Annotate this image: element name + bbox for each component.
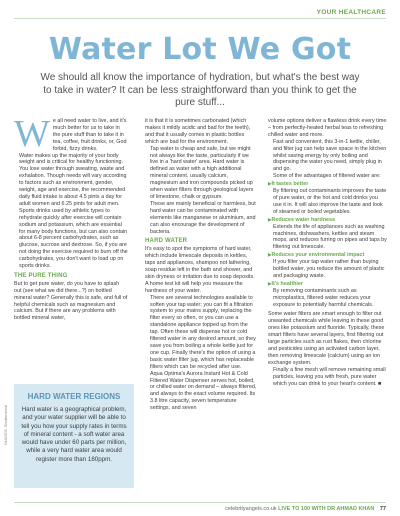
drop-cap: W xyxy=(14,113,50,155)
standfirst: We should all know the importance of hydration, but what's the best way to take in water? It can be less straightforward than you think to get the pure stuff... xyxy=(40,72,360,108)
paragraph: But to get pure water, do you have to splash out (see what we did there...?) on bottled mineral water? Generally this is safe, and full of helpful chemicals such as magnesium and calcium. But if there are any problems with bottled mineral water, xyxy=(14,280,128,322)
paragraph: volume options deliver a flawless drink every time – from perfectly-heated herbal teas to refreshing chilled water and more. xyxy=(268,118,387,138)
paragraph: Fast and convenient, this 3-in-1 kettle, chiller, and filter jug can help save space in the kitchen whilst saving energy by only boiling and dispensing the water you need, simply plug in and go. xyxy=(273,138,387,173)
paragraph: These are mainly beneficial or harmless, but hard water can be contaminated with elements like manganese or aluminium, and can also encourage the development of bacteria. xyxy=(150,200,256,235)
top-divider xyxy=(14,18,386,19)
bottom-divider xyxy=(14,502,386,503)
box-text: Hard water is a geographical problem, and your water supplier will be able to tell you how your supply rates in terms of mineral content - a soft water area would have under 60 parts per million, while a very hard water area would register more than 180ppm. xyxy=(21,406,127,463)
column-2 xyxy=(145,118,257,412)
headline: Water Lot We Got xyxy=(48,32,352,67)
paragraph: It's easy to spot the symptoms of hard water, which include limescale deposits in kettles, taps and appliances, shampoo not lathering, soap residue left in the bath and shower, and skin dryness or irritation due to soap deposits. A home test kit will help you measure the hardness of your water. xyxy=(145,246,255,294)
footer-live: LIVE TO 100 WITH DR AHMAD KHAN xyxy=(278,506,375,512)
paragraph: There are several technologies available to soften your tap water; you can fit a filtration system to your mains supply, replacing the filter every so often, or you can use a standalone appliance topped up from the tap. Often these will dispense hot or cold filtered water in any desired amount, so they save you from boiling a whole kettle just for one cup. Finally there's the option of using a basic water filter jug, which has replaceable filters which can be recycled after use. xyxy=(150,294,256,370)
footer xyxy=(225,506,386,512)
paragraph: Aqua Optima's Aurora Instant Hot & Cold Filtered Water Dispenser serves hot, boiled, or chilled water on demand – always filtered, and always to the exact volume required. Its 3.8 litre capacity, seven temperature settings, and seven xyxy=(150,370,257,412)
footer-site: celebrityangels.co.uk xyxy=(225,506,277,512)
column-3 xyxy=(268,118,388,387)
bullet-text: By filtering out contaminants improves the taste of pure water, or the hot and cold drinks you use it in. It will also improve the taste and look of steamed or boiled vegetables. xyxy=(273,188,387,215)
box-title: HARD WATER REGIONS xyxy=(27,392,121,401)
paragraph: Some of the advantages of filtered water are: xyxy=(273,173,381,180)
bullet-heading-healthier: ▶ It's healthier xyxy=(268,281,388,288)
subheading-pure-thing: THE PURE THING xyxy=(14,272,68,279)
image-credit: IMAGES: Shutterstock xyxy=(3,404,8,445)
page-number: 77 xyxy=(379,506,386,512)
bullet-text: If you filter your tap water rather than buying bottled water, you reduce the amount of plastic and packaging waste. xyxy=(273,259,385,279)
bullet-heading-taste: ▶ It tastes better xyxy=(268,181,388,188)
paragraph: Sports drinks used by athletic types to rehydrate quickly after exercise will contain sodium and potassium, which are essential for many body functions, but can also contain about 6-8 percent carbohydrates, such as glucose, sucrose and dextrose. So, if you are not doing the exercise required to burn off the carbohydrates, you don't want to load up on sports drinks. xyxy=(19,207,128,270)
paragraph: Tap water is cheap and safe, but we might not always like the taste, particularly if we live in a 'hard water' area. Hard water is defined as water with a high additional mineral content, usually calcium, magnesium and iron compounds picked up when water filters through geological layers of limestone, chalk or gypsum. xyxy=(150,145,254,200)
subheading-hard-water: HARD WATER xyxy=(145,238,188,245)
column-1 xyxy=(14,113,128,322)
paragraph: Some water filters are smart enough to filter out unwanted chemicals while leaving in these good ones like potassium and fluoride. Typically, these smart filters have several layers, first filtering out large particles such as rust flakes, then chlorine and pesticides using an activated carbon layer, then removing limescale (calcium) using an ion exchange system. xyxy=(268,311,385,366)
section-tag: YOUR HEALTHCARE xyxy=(316,9,386,16)
bullet-text: Extends the life of appliances such as washing machines, dishwashers, kettles and steam mops, and reduces furring on pipes and taps by filtering out limescale. xyxy=(273,223,387,251)
paragraph: Water makes up the majority of your body weight and is critical for healthy functioning. You lose water through sweating, waste and exhalation. Though needs will vary according to factors such as environment, gender, weight, age and exercise, the recommended daily fluid intake is about 4.5 pints a day for adult women and 6.25 pints for adult men. xyxy=(19,152,127,207)
hard-water-regions-box xyxy=(14,384,134,488)
paragraph: it is that it is sometimes carbonated (which makes it mildly acidic and bad for the teeth), and that it usually comes in plastic bottles which are bad for the environment. xyxy=(145,118,251,145)
paragraph: Finally a fine mesh will remove remaining small particles, leaving you with fresh, pure water which you can drink to your heart's content. ■ xyxy=(273,366,386,387)
bullet-heading-environment: ▶ Reduces your environmental impact xyxy=(268,252,388,259)
bullet-text: By removing contaminants such as microplastics, filtered water reduces your exposure to potentially harmful chemicals. xyxy=(273,287,374,308)
bullet-heading-hardness: ▶ Reduces water hardness xyxy=(268,217,388,224)
paragraph: e all need water to live, and it's much better for us to take in the pure stuff than to take it in tea, coffee, fruit drinks, or, God forbid, fizzy drinks. xyxy=(52,118,127,152)
